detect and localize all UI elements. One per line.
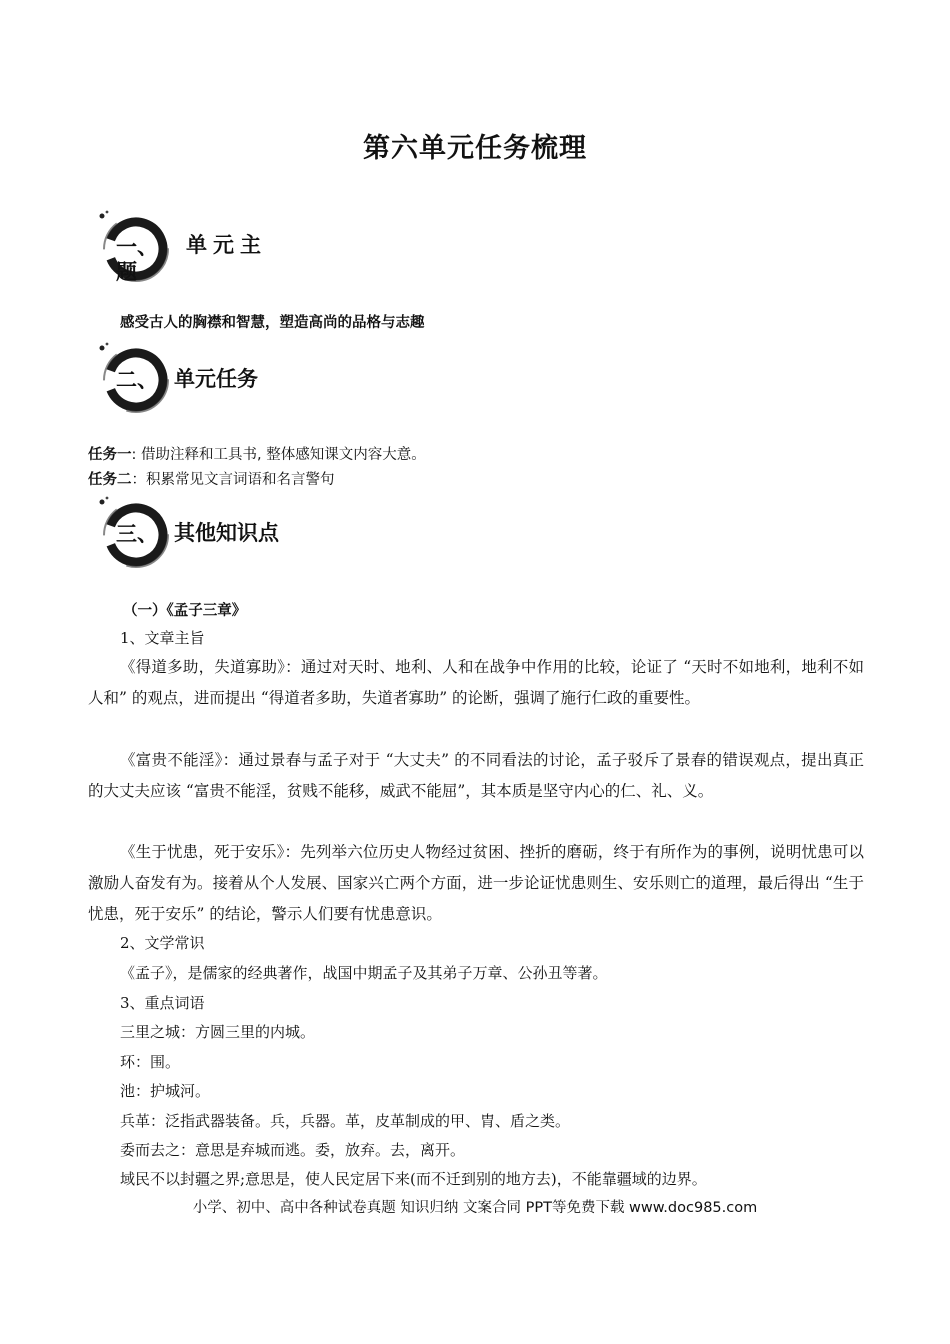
item-title: 2、文学常识 bbox=[120, 934, 205, 952]
vocab-line: 兵革：泛指武器装备。兵，兵器。革，皮革制成的甲、胄、盾之类。 bbox=[120, 1112, 571, 1130]
task-label: 任务二 bbox=[88, 472, 132, 488]
section-heading: 其他知识点 bbox=[174, 521, 279, 545]
section-heading-wrap: 题 bbox=[116, 260, 137, 284]
vocab-line: 环：围。 bbox=[120, 1053, 181, 1071]
vocab-line: 三里之城：方圆三里的内城。 bbox=[120, 1023, 316, 1041]
section-heading: 单元任务 bbox=[174, 367, 258, 391]
paragraph: 《富贵不能淫》：通过景春与孟子对于 “大丈夫” 的不同看法的讨论，孟子驳斥了景春的错误观点，提出真正的大丈夫应该 “富贵不能淫，贫贱不能移，威武不能屈”，其本质是坚守内心的仁、礼、义。 bbox=[88, 751, 864, 800]
paragraph: 《生于忧患，死于安乐》：先列举六位历史人物经过贫困、挫折的磨砺，终于有所作为的事例，说明忧患可以激励人奋发有为。接着从个人发展、国家兴亡两个方面，进一步论证忧患则生、安乐则亡的道理，最后得出 “生于忧患，死于安乐” 的结论，警示人们要有忧患意识。 bbox=[88, 843, 864, 923]
unit-theme-text: 感受古人的胸襟和智慧，塑造高尚的品格与志趣 bbox=[120, 315, 425, 331]
section-badge-3 bbox=[94, 493, 176, 575]
section-badge-2 bbox=[94, 340, 176, 422]
task-line-2 bbox=[88, 468, 335, 489]
section-number: 一、 bbox=[116, 235, 158, 259]
section-number: 二、 bbox=[116, 368, 158, 392]
item-title: 1、文章主旨 bbox=[120, 629, 205, 647]
task-line-1 bbox=[88, 443, 426, 464]
item-title: 3、重点词语 bbox=[120, 994, 205, 1012]
section-heading: 单元主 bbox=[186, 233, 267, 257]
page-title: 第六单元任务梳理 bbox=[363, 133, 587, 164]
paragraph: 《得道多助，失道寡助》：通过对天时、地利、人和在战争中作用的比较，论证了 “天时不如地利，地利不如人和” 的观点，进而提出 “得道者多助，失道者寡助” 的论断，强调了施行仁政的重要性。 bbox=[88, 658, 864, 707]
section-number: 三、 bbox=[116, 522, 158, 546]
vocab-line: 池：护城河。 bbox=[120, 1082, 211, 1100]
footer-text: 小学、初中、高中各种试卷真题 知识归纳 文案合同 PPT等免费下载 www.doc985.com bbox=[192, 1200, 758, 1216]
task-text: ：积累常见文言词语和名言警句 bbox=[131, 472, 335, 488]
task-label: 任务一 bbox=[88, 447, 132, 463]
section-badge-1 bbox=[94, 207, 176, 289]
item-text: 《孟子》，是儒家的经典著作，战国中期孟子及其弟子万章、公孙丑等著。 bbox=[120, 964, 608, 982]
vocab-line: 域民不以封疆之界;意思是，使人民定居下来(而不迁到别的地方去)，不能靠疆域的边界。 bbox=[120, 1170, 707, 1188]
vocab-line: 委而去之：意思是弃城而逃。委，放弃。去，离开。 bbox=[120, 1141, 466, 1159]
task-text: : 借助注释和工具书, 整体感知课文内容大意。 bbox=[131, 447, 426, 463]
subheading: （一）《孟子三章》 bbox=[123, 603, 247, 619]
